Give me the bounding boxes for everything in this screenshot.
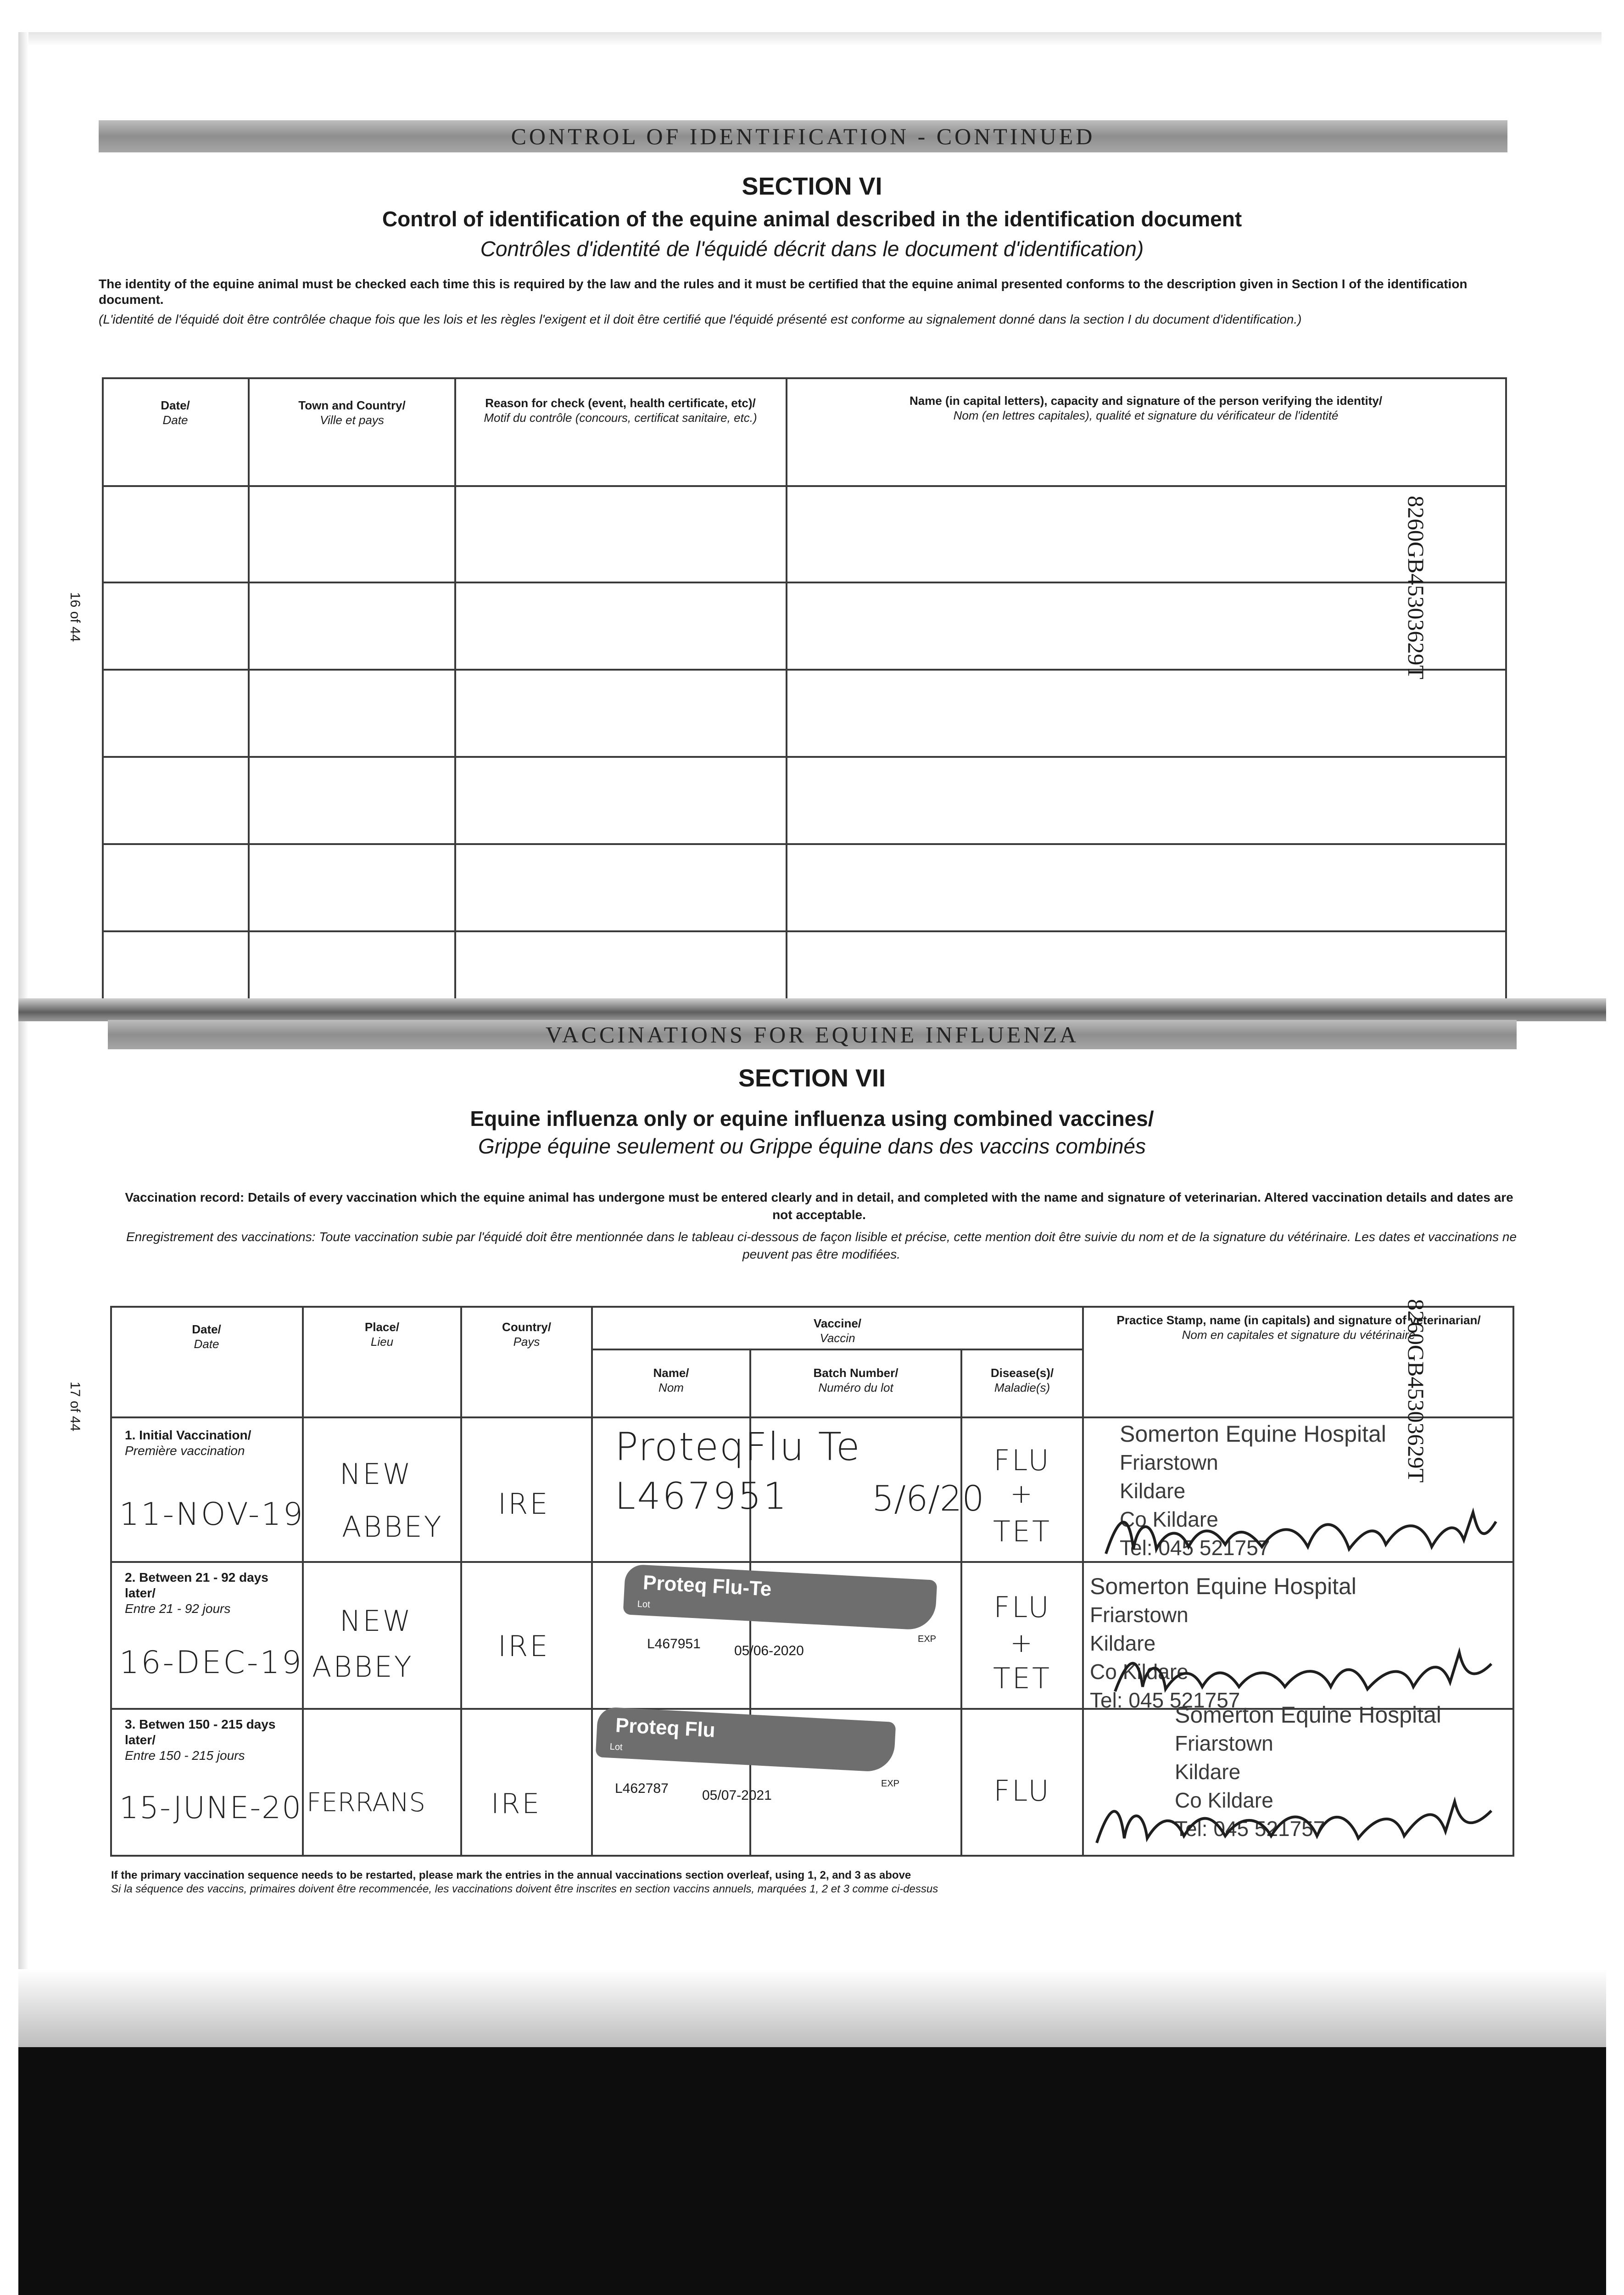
scan-bottom-shadow (18, 1969, 1606, 2047)
section6-title-fr: Contrôles d'identité de l'équidé décrit dans le document d'identification) (480, 237, 1144, 261)
row3-practice-stamp: Somerton Equine Hospital Friarstown Kildare Co Kildare Tel: 045 521757 (1175, 1702, 1441, 1841)
vacc-place-header: Place/ Lieu (364, 1320, 400, 1349)
row1-disease-1: FLU (993, 1444, 1051, 1477)
row2-label-batch: L467951 (647, 1636, 701, 1651)
row2-disease-2: + (1010, 1627, 1034, 1658)
identity-check-grid (102, 377, 1507, 1002)
row1-batch-exp: 5/6/20 (872, 1478, 984, 1519)
section7-banner: VACCINATIONS FOR EQUINE INFLUENZA (108, 1020, 1517, 1049)
vaccination-table (110, 1306, 1514, 1857)
col-date-header: Date/ Date (161, 398, 190, 427)
row1-country: IRE (498, 1487, 550, 1521)
col-reason-header: Reason for check (event, health certificate, etc)/ Motif du contrôle (concours, certificat sanitaire, etc.) (484, 396, 757, 425)
page-number-17: 17 of 44 (67, 1382, 83, 1432)
section7-record-en: Vaccination record: Details of every vaccination which the equine animal has undergone must be entered clearly and in detail, and completed with the name and signature of veterinarian. Altered vaccination details and dates are not acceptable. (125, 1190, 1513, 1222)
row1-signature (1101, 1503, 1505, 1563)
scan-top-edge (18, 32, 1602, 46)
section6-title-en: Control of identification of the equine animal described in the identification document (382, 207, 1242, 231)
vacc-country-header: Country/ Pays (502, 1320, 551, 1349)
vacc-practice-header: Practice Stamp, name (in capitals) and signature of veterinarian/ Nom en capitales et signature du vétérinaire (1116, 1313, 1481, 1342)
page-number-16: 16 of 44 (67, 592, 83, 642)
vacc-disease-header: Disease(s)/ Maladie(s) (990, 1366, 1054, 1394)
row1-place-line1: NEW (340, 1457, 413, 1491)
row1-vaccine-name: ProteqFlu Te (615, 1424, 861, 1469)
row1-place-line2: ABBEY (342, 1510, 443, 1544)
section7-title-fr: Grippe équine seulement ou Grippe équine dans des vaccins combinés (478, 1134, 1146, 1158)
row3-label: 3. Betwen 150 - 215 days later/ Entre 150 - 215 jours (125, 1717, 276, 1763)
row1-date: 11-NOV-19 (119, 1496, 305, 1533)
section7-title-en: Equine influenza only or equine influenza using combined vaccines/ (470, 1107, 1154, 1131)
row3-label-exp-date: 05/07-2021 (702, 1788, 772, 1803)
row1-disease-3: TET (993, 1515, 1051, 1548)
row3-disease: FLU (993, 1774, 1051, 1808)
row3-label-exp: EXP (881, 1779, 900, 1789)
vacc-date-header: Date/ Date (192, 1322, 221, 1351)
section6-intro-fr: (L'identité de l'équidé doit être contrôlée chaque fois que les lois et les règles l'exigent et il doit être certifié que l'équidé présenté est conforme au signalement donné dans la section I du document d'identification.) (99, 312, 1302, 326)
row2-place-line1: NEW (340, 1604, 413, 1638)
row3-signature (1092, 1792, 1505, 1852)
section6-intro-en: The identity of the equine animal must be checked each time this is required by the law and the rules and it must be certified that the equine animal presented conforms to the description given in Section I of the identification document. (99, 277, 1468, 307)
vacc-name-header: Name/ Nom (653, 1366, 689, 1394)
row2-label-exp: EXP (918, 1634, 937, 1644)
section7-record-fr: Enregistrement des vaccinations: Toute vaccination subie par l'équidé doit être mentionnée dans le tableau ci-dessous de façon lisible et précise, cette mention doit être suivie du nom et de la signature du vétérinaire. Les dates et vaccinations ne peuvent pas être modifiées. (126, 1230, 1517, 1261)
side-code-top: 8260GB45303629T (1403, 496, 1429, 679)
col-name-header: Name (in capital letters), capacity and signature of the person verifying the identity/ Nom (en lettres capitales), qualité et signature du vérificateur de l'identité (909, 394, 1383, 422)
page-fold (18, 998, 1606, 1021)
row2-date: 16-DEC-19 (119, 1645, 303, 1681)
footnote-fr: Si la séquence des vaccins, primaires doivent être recommencée, les vaccinations doivent être inscrites en section vaccins annuels, marquées 1, 2 et 3 comme ci-dessus (111, 1883, 938, 1895)
row2-disease-1: FLU (993, 1590, 1051, 1624)
row3-date: 15-JUNE-20 (119, 1790, 302, 1825)
row1-batch: L467951 (615, 1475, 788, 1517)
row2-label-exp-date: 05/06-2020 (734, 1643, 804, 1658)
row2-vaccine-label: Proteq Flu-Te Lot (623, 1564, 938, 1630)
section6-banner: CONTROL OF IDENTIFICATION - CONTINUED (99, 120, 1507, 152)
identity-check-table (102, 377, 1507, 1002)
row2-practice-stamp: Somerton Equine Hospital Friarstown Kildare Co Kildare Tel: 045 521757 (1090, 1573, 1356, 1712)
row1-label: 1. Initial Vaccination/ Première vaccination (125, 1428, 251, 1458)
row2-place-line2: ABBEY (312, 1650, 413, 1684)
row3-label-batch: L462787 (615, 1781, 669, 1796)
row3-vaccine-label: Proteq Flu Lot (596, 1707, 896, 1773)
row2-label: 2. Between 21 - 92 days later/ Entre 21 - 92 jours (125, 1570, 268, 1616)
side-code-bottom: 8260GB45303629T (1403, 1299, 1429, 1483)
vacc-batch-header: Batch Number/ Numéro du lot (813, 1366, 899, 1394)
footnote-en: If the primary vaccination sequence needs to be restarted, please mark the entries in the annual vaccinations section overleaf, using 1, 2, and 3 as above (111, 1869, 911, 1881)
vacc-vaccine-header: Vaccine/ Vaccin (813, 1316, 862, 1345)
col-town-header: Town and Country/ Ville et pays (298, 398, 406, 427)
row2-country: IRE (498, 1629, 550, 1663)
row1-practice-stamp: Somerton Equine Hospital Friarstown Kildare Co Kildare Tel: 045 521757 (1120, 1421, 1386, 1560)
section6-label: SECTION VI (742, 173, 882, 200)
row1-disease-2: + (1010, 1478, 1034, 1509)
row2-disease-3: TET (993, 1662, 1051, 1695)
scan-bottom-dark (18, 2047, 1606, 2295)
section7-label: SECTION VII (738, 1064, 886, 1092)
row2-signature (1111, 1646, 1505, 1701)
row3-country: IRE (491, 1788, 541, 1820)
row3-place: FERRANS (307, 1788, 425, 1818)
